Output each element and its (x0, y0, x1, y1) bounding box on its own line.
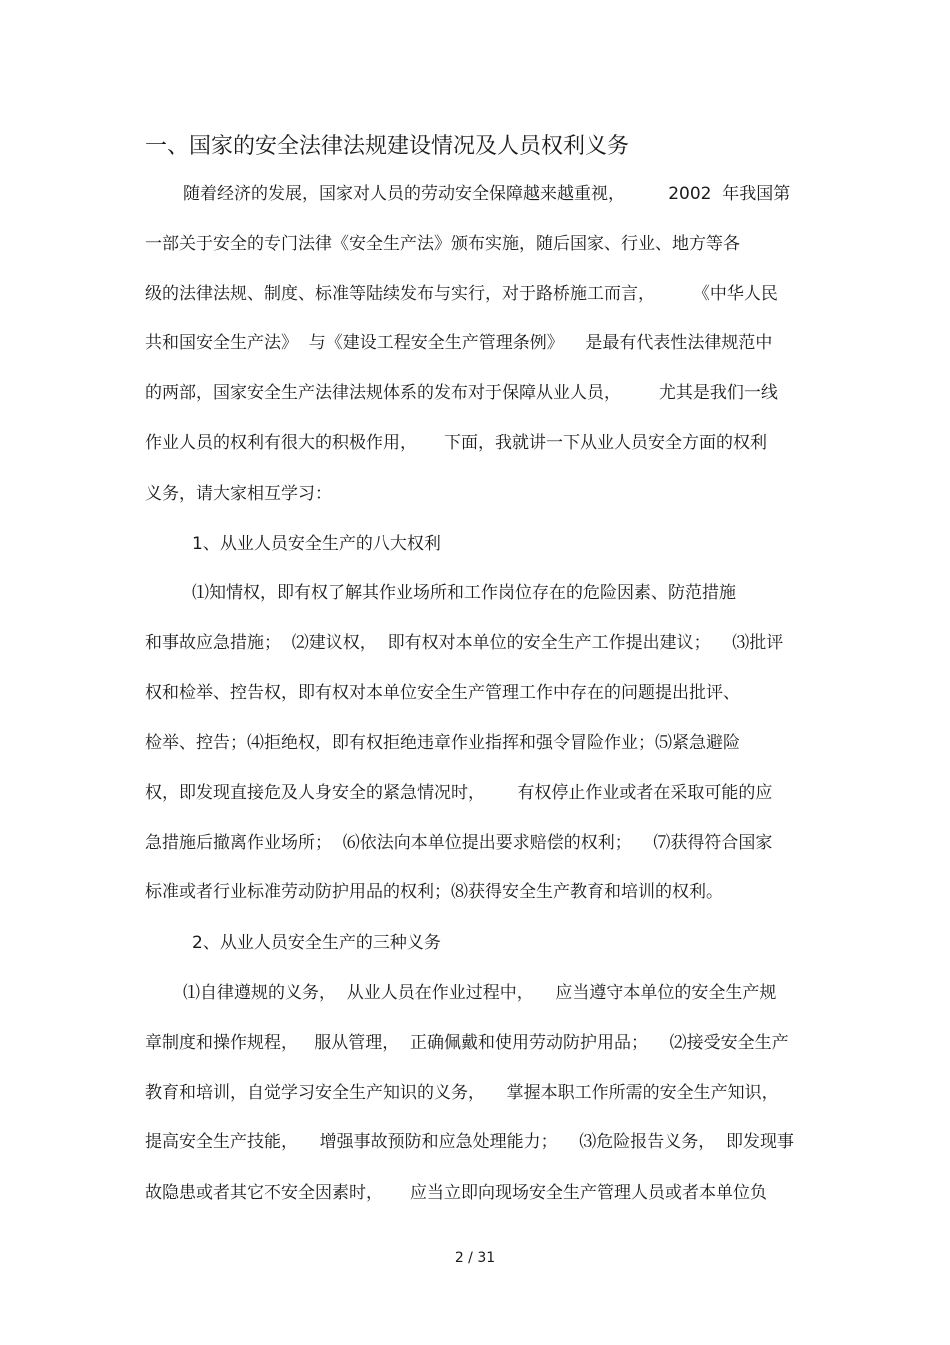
paragraph-line: 故隐患或者其它不安全因素时， 应当立即向现场安全生产管理人员或者本单位负 (145, 1183, 768, 1203)
paragraph-line: 权，即发现直接危及人身安全的紧急情况时， 有权停止作业或者在采取可能的应 (145, 783, 773, 803)
paragraph-line: ⑴知情权，即有权了解其作业场所和工作岗位存在的危险因素、防范措施 (192, 583, 736, 603)
paragraph-line: 作业人员的权利有很大的积极作用， 下面，我就讲一下从业人员安全方面的权利 (145, 433, 768, 453)
paragraph-line: 和事故应急措施； ⑵建议权， 即有权对本单位的安全生产工作提出建议； ⑶批评 (145, 633, 784, 653)
paragraph-line: 急措施后撤离作业场所； ⑹依法向本单位提出要求赔偿的权利； ⑺获得符合国家 (145, 833, 773, 853)
subsection-heading: 1、从业人员安全生产的八大权利 (192, 534, 441, 554)
paragraph-line: ⑴自律遵规的义务， 从业人员在作业过程中， 应当遵守本单位的安全生产规 (183, 983, 777, 1003)
paragraph-line: 权和检举、控告权，即有权对本单位安全生产管理工作中存在的问题提出批评、 (145, 683, 740, 703)
page-number: 2 / 31 (454, 1250, 496, 1266)
subsection-heading: 2、从业人员安全生产的三种义务 (192, 933, 441, 953)
section-heading: 一、国家的安全法律法规建设情况及人员权利义务 (145, 134, 630, 159)
paragraph-line: 的两部，国家安全生产法律法规体系的发布对于保障从业人员， 尤其是我们一线 (145, 383, 778, 403)
paragraph-line: 一部关于安全的专门法律《安全生产法》颁布实施，随后国家、行业、地方等各 (145, 234, 740, 254)
paragraph-line: 提高安全生产技能， 增强事故预防和应急处理能力； ⑶危险报告义务， 即发现事 (145, 1132, 795, 1152)
paragraph-line: 检举、控告；⑷拒绝权，即有权拒绝违章作业指挥和强令冒险作业；⑸紧急避险 (145, 733, 740, 753)
paragraph-line: 教育和培训，自觉学习安全生产知识的义务， 掌握本职工作所需的安全生产知识， (145, 1083, 779, 1103)
paragraph-line: 标准或者行业标准劳动防护用品的权利；⑻获得安全生产教育和培训的权利。 (145, 882, 723, 902)
paragraph-line: 义务，请大家相互学习： (145, 484, 332, 504)
paragraph-line: 共和国安全生产法》 与《建设工程安全生产管理条例》 是最有代表性法律规范中 (145, 333, 773, 353)
paragraph-line: 随着经济的发展，国家对人员的劳动安全保障越来越重视， 2002 年我国第 (183, 184, 791, 204)
paragraph-line: 级的法律法规、制度、标准等陆续发布与实行，对于路桥施工而言， 《中华人民 (145, 284, 778, 304)
paragraph-line: 章制度和操作规程， 服从管理， 正确佩戴和使用劳动防护用品； ⑵接受安全生产 (145, 1033, 789, 1053)
